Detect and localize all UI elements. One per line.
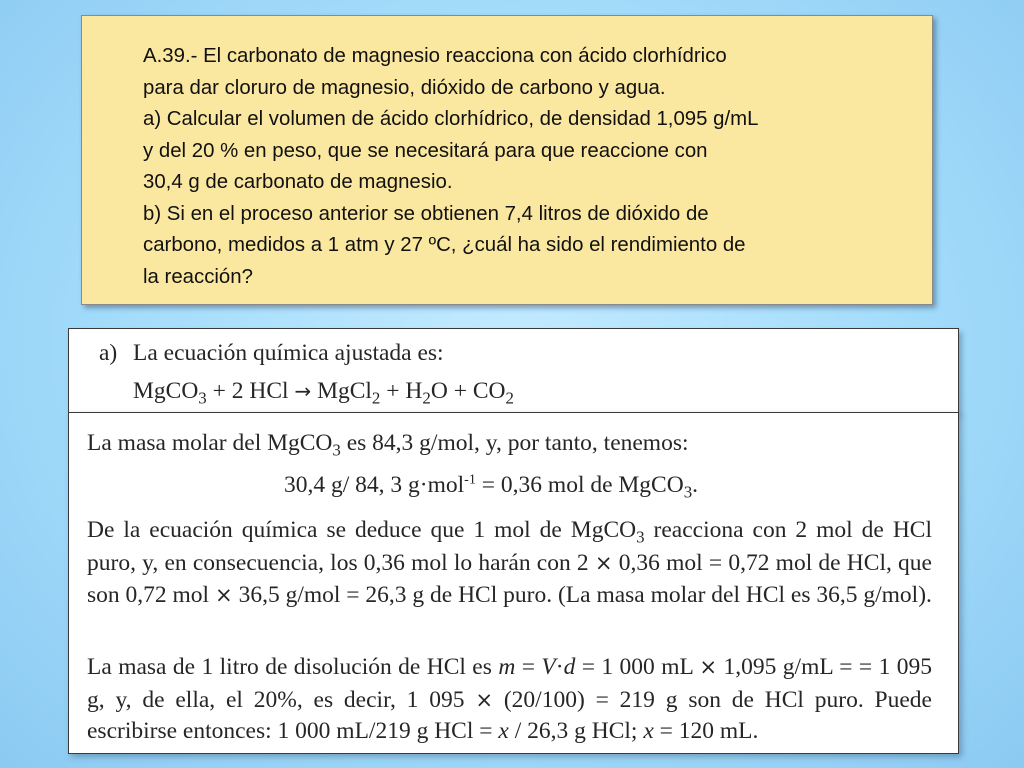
chemical-equation (133, 377, 514, 408)
text-run: 30,4 g/ 84, 3 g·mol (284, 472, 465, 498)
equation-intro: La ecuación química ajustada es: (133, 340, 444, 366)
product-mgcl2: MgCl (317, 378, 372, 404)
variable-x: x (643, 718, 654, 744)
reactant-hcl: 2 HCl (231, 378, 289, 404)
subscript: 3 (683, 482, 693, 502)
text-run: = 0,36 mol de MgCO (475, 472, 684, 498)
text-run: 1,095 g/mL = = 1 095 g, y, de ella, el 20%, es decir, 1 095 (87, 654, 932, 713)
text-run: 36,5 g/mol = 26,3 g de HCl puro. (La masa molar del HCl es 36,5 g/mol). (232, 582, 932, 608)
times-sign: × (214, 582, 233, 607)
variable-d: d (563, 654, 576, 680)
moles-calculation (284, 471, 699, 502)
solution-box (68, 412, 959, 754)
times-sign: × (475, 686, 494, 712)
variable-x: x (498, 718, 509, 744)
text-run: 0,36 mol = 0,72 mol de HCl, que son 0,72 mol (87, 549, 932, 608)
times-sign: × (594, 549, 613, 575)
problem-line: A.39.- El carbonato de magnesio reacciona con ácido clorhídrico (143, 45, 727, 67)
product-co2: CO (472, 378, 506, 404)
solution-mass-paragraph (87, 651, 932, 748)
variable-m: m (498, 654, 516, 680)
text-run: La masa molar del MgCO (87, 430, 333, 456)
times-sign: × (699, 654, 718, 679)
text-run: · (555, 654, 564, 680)
text-run: es 84,3 g/mol, y, por tanto, tenemos: (340, 430, 689, 456)
subscript: 3 (198, 388, 207, 408)
text-run: = (515, 654, 542, 680)
stoichiometry-paragraph (87, 515, 932, 612)
molar-mass-statement (87, 429, 689, 460)
subscript: 2 (371, 388, 381, 408)
plus-sign: + (386, 378, 400, 404)
reaction-arrow: → (294, 379, 312, 403)
text-run: = 1 000 mL (575, 654, 700, 680)
subscript: 3 (332, 440, 341, 460)
problem-line: 30,4 g de carbonato de magnesio. (143, 171, 453, 193)
problem-line: para dar cloruro de magnesio, dióxido de carbono y agua. (143, 76, 666, 99)
problem-statement-box (81, 15, 933, 305)
product-h2o-h: H (405, 378, 423, 404)
problem-line: carbono, medidos a 1 atm y 27 ºC, ¿cuál ha sido el rendimiento de (143, 234, 746, 256)
reactant-mgco3: MgCO (133, 378, 199, 404)
text-run: / 26,3 g HCl; (508, 718, 644, 744)
text-run: (20/100) = 219 g son de HCl puro. Puede escribirse entonces: 1 000 mL/219 g HCl = (87, 686, 932, 744)
subscript: 2 (505, 388, 514, 408)
problem-line: y del 20 % en peso, que se necesitará para que reaccione con (143, 139, 708, 162)
problem-line: a) Calcular el volumen de ácido clorhídrico, de densidad 1,095 g/mL (143, 108, 759, 130)
problem-line: la reacción? (143, 265, 253, 288)
part-a-label: a) (99, 340, 118, 366)
plus-sign: + (212, 378, 226, 404)
text-run: = 120 mL. (653, 718, 759, 744)
problem-line: b) Si en el proceso anterior se obtienen 7,4 litros de dióxido de (143, 202, 709, 225)
text-run: De la ecuación química se deduce que 1 mol de MgCO (87, 517, 637, 543)
subscript: 2 (422, 388, 431, 408)
text-run: reacciona con 2 mol de HCl puro, y, en consecuencia, los 0,36 mol lo harán con 2 (87, 517, 932, 576)
balanced-equation-box (68, 328, 959, 413)
variable-v: V (541, 654, 556, 680)
subscript: 3 (636, 527, 645, 547)
text-run: La masa de 1 litro de disolución de HCl es (87, 654, 499, 680)
product-h2o-o: O (430, 378, 448, 404)
text-run: . (692, 472, 699, 498)
superscript: -1 (464, 471, 476, 488)
plus-sign: + (453, 378, 467, 404)
